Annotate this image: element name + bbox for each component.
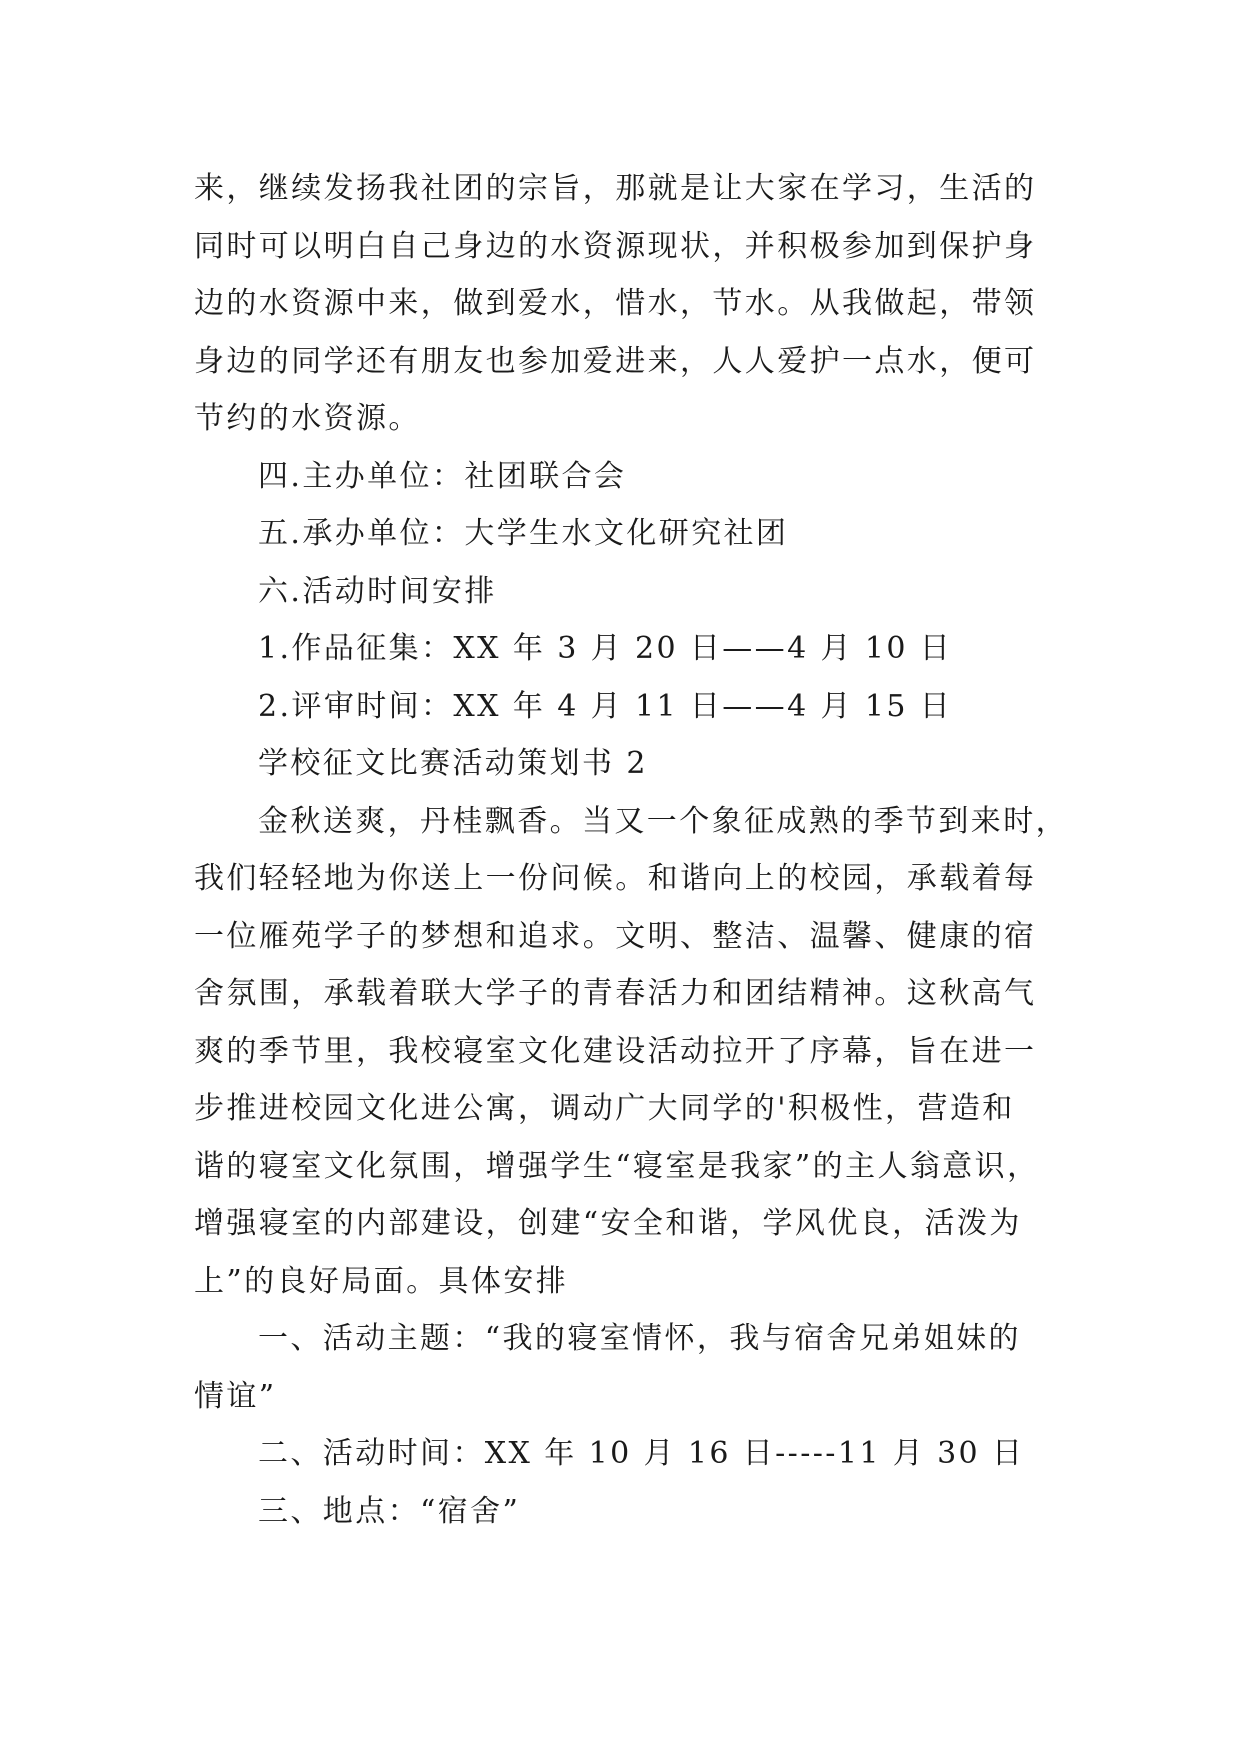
body-line: 边的水资源中来，做到爱水，惜水，节水。从我做起，带领	[194, 286, 1037, 321]
schedule-item: 1.作品征集：XX 年 3 月 20 日——4 月 10 日	[258, 631, 953, 666]
body-line: 我们轻轻地为你送上一份问候。和谐向上的校园，承载着每	[194, 861, 1037, 896]
body-line: 一位雁苑学子的梦想和追求。文明、整洁、温馨、健康的宿	[194, 918, 1037, 954]
body-line: 身边的同学还有朋友也参加爱进来，人人爱护一点水，便可	[194, 343, 1037, 379]
host-line: 五.承办单位：大学生水文化研究社团	[258, 516, 789, 551]
body-line: 金秋送爽，丹桂飘香。当又一个象征成熟的季节到来时，	[258, 803, 1068, 839]
location-line: 三、地点：“宿舍”	[258, 1493, 521, 1529]
body-line: 爽的季节里，我校寝室文化建设活动拉开了序幕，旨在进一	[194, 1033, 1037, 1069]
theme-line: 一、活动主题：“我的寝室情怀，我与宿舍兄弟姐妹的	[258, 1321, 1021, 1356]
theme-line: 情谊”	[194, 1378, 277, 1414]
body-line: 谐的寝室文化氛围，增强学生“寝室是我家”的主人翁意识，	[194, 1148, 1040, 1184]
body-line: 步推进校园文化进公寓，调动广大同学的'积极性，营造和	[194, 1091, 1015, 1126]
body-line: 舍氛围，承载着联大学子的青春活力和团结精神。这秋高气	[194, 976, 1037, 1011]
section-title: 学校征文比赛活动策划书 2	[258, 746, 648, 781]
schedule-heading: 六.活动时间安排	[258, 573, 497, 609]
body-line: 节约的水资源。	[194, 401, 421, 436]
body-line: 增强寝室的内部建设，创建“安全和谐，学风优良，活泼为	[194, 1206, 1022, 1241]
time-line: 二、活动时间：XX 年 10 月 16 日-----11 月 30 日	[258, 1436, 1025, 1471]
body-line: 上”的良好局面。具体安排	[194, 1263, 569, 1299]
body-line: 来，继续发扬我社团的宗旨，那就是让大家在学习，生活的	[194, 171, 1037, 206]
schedule-item: 2.评审时间：XX 年 4 月 11 日——4 月 15 日	[258, 688, 953, 724]
body-line: 同时可以明白自己身边的水资源现状，并积极参加到保护身	[194, 228, 1037, 264]
organizer-line: 四.主办单位：社团联合会	[258, 458, 627, 494]
document-body	[194, 160, 1068, 1540]
